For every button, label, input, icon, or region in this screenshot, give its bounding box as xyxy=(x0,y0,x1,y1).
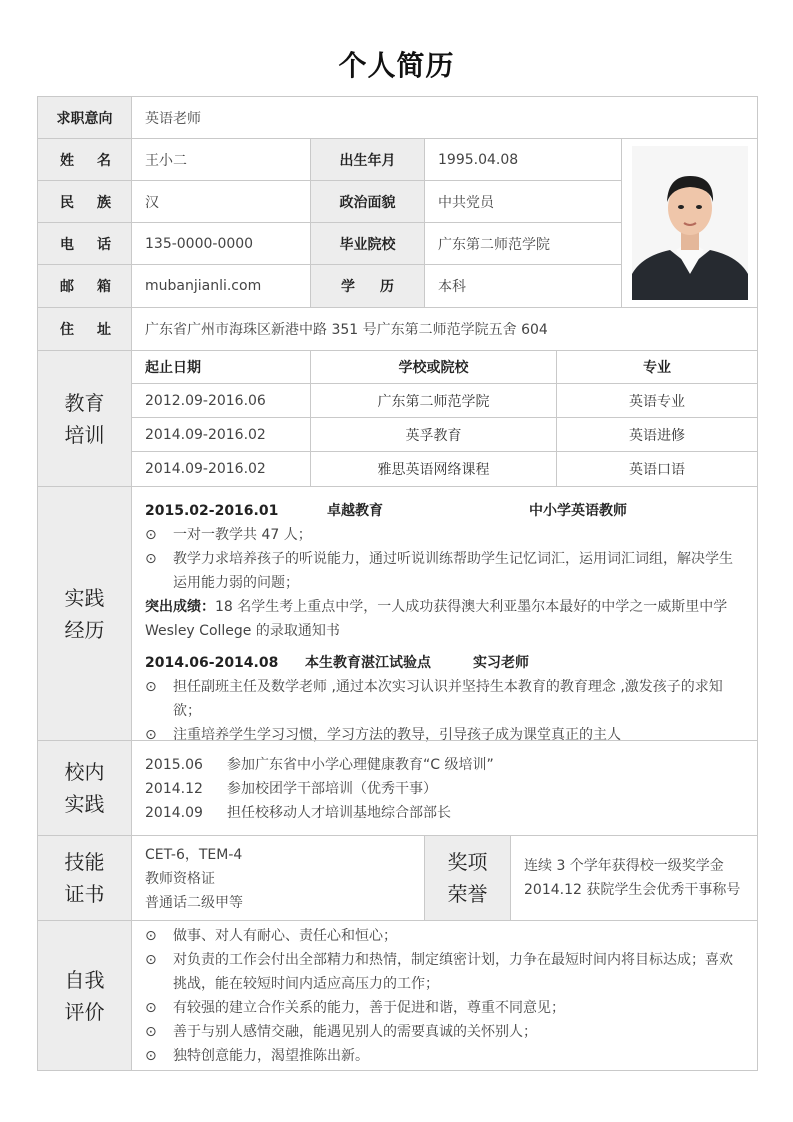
profile-photo xyxy=(632,146,748,300)
edu-row-3-school: 雅思英语网络课程 xyxy=(310,451,557,487)
email-label: 邮 箱 xyxy=(37,264,132,308)
birth-value: 1995.04.08 xyxy=(424,138,622,181)
politics-label: 政治面貌 xyxy=(310,180,425,223)
birth-label: 出生年月 xyxy=(310,138,425,181)
edu-header-date: 起止日期 xyxy=(131,350,311,384)
bullet-icon: ⊙ xyxy=(145,527,157,543)
list-item: 普通话二级甲等 xyxy=(145,895,243,911)
job-1-company: 卓越教育 xyxy=(327,503,383,519)
list-item: CET-6，TEM-4 xyxy=(145,847,243,863)
job-intent-value: 英语老师 xyxy=(131,96,758,139)
job-1-achievement: 突出成绩：18 名学生考上重点中学，一人成功获得澳大利亚墨尔本最好的中学之一威斯里中学 Wesley College 的录取通知书 xyxy=(145,599,728,639)
edu-row-1-school: 广东第二师范学院 xyxy=(310,383,557,418)
list-item: ⊙ 注重培养学生学习习惯，学习方法的教导，引导孩子成为课堂真正的主人 xyxy=(145,723,745,747)
ethnic-label: 民 族 xyxy=(37,180,132,223)
school-label: 毕业院校 xyxy=(310,222,425,265)
self-eval-content xyxy=(131,920,758,1071)
degree-label: 学 历 xyxy=(310,264,425,308)
edu-row-2-date: 2014.09-2016.02 xyxy=(131,417,311,452)
page-title: 个人简历 xyxy=(338,49,455,82)
awards-section-label: 奖项 荣誉 xyxy=(424,835,511,921)
list-item: ⊙ 独特创意能力，渴望推陈出新。 xyxy=(145,1044,745,1068)
list-item: ⊙ 做事、对人有耐心、责任心和恒心； xyxy=(145,924,745,948)
job-2-company: 本生教育湛江试验点 xyxy=(305,655,431,671)
edu-row-3-date: 2014.09-2016.02 xyxy=(131,451,311,487)
edu-row-1-major: 英语专业 xyxy=(556,383,758,418)
address-value: 广东省广州市海珠区新港中路 351 号广东第二师范学院五舍 604 xyxy=(131,307,758,351)
bullet-icon: ⊙ xyxy=(145,1048,157,1064)
list-item: 教师资格证 xyxy=(145,871,215,887)
job-2-period: 2014.06-2014.08 xyxy=(145,655,279,671)
name-value: 王小二 xyxy=(131,138,311,181)
edu-header-school: 学校或院校 xyxy=(310,350,557,384)
skills-section-label: 技能 证书 xyxy=(37,835,132,921)
practice-content xyxy=(131,486,758,741)
list-item: 连续 3 个学年获得校一级奖学金 xyxy=(524,858,724,874)
name-label: 姓 名 xyxy=(37,138,132,181)
job-2-role: 实习老师 xyxy=(473,655,529,671)
job-1-role: 中小学英语教师 xyxy=(529,503,627,519)
practice-section-label: 实践 经历 xyxy=(37,486,132,741)
edu-row-3-major: 英语口语 xyxy=(556,451,758,487)
edu-row-1-date: 2012.09-2016.06 xyxy=(131,383,311,418)
list-item: ⊙ 有较强的建立合作关系的能力，善于促进和谐，尊重不同意见； xyxy=(145,996,745,1020)
ethnic-value: 汉 xyxy=(131,180,311,223)
list-item: ⊙ 教学力求培养孩子的听说能力，通过听说训练帮助学生记忆词汇，运用词汇词组，解决学生运用能力弱的问题； xyxy=(145,547,745,595)
awards-content xyxy=(510,835,758,921)
list-item: ⊙ 担任副班主任及数学老师 ,通过本次实习认识并坚持生本教育的教育理念 ,激发孩子的求知欲； xyxy=(145,675,745,723)
bullet-icon: ⊙ xyxy=(145,1024,157,1040)
photo-cell xyxy=(621,138,758,308)
bullet-icon: ⊙ xyxy=(145,928,157,944)
bullet-icon: ⊙ xyxy=(145,952,157,968)
address-label: 住 址 xyxy=(37,307,132,351)
school-value: 广东第二师范学院 xyxy=(424,222,622,265)
bullet-icon: ⊙ xyxy=(145,1000,157,1016)
list-item: 2015.06 参加广东省中小学心理健康教育“C 级培训” xyxy=(145,757,494,773)
edu-row-2-major: 英语进修 xyxy=(556,417,758,452)
bullet-icon: ⊙ xyxy=(145,551,157,567)
list-item: ⊙ 一对一教学共 47 人； xyxy=(145,523,745,547)
campus-content xyxy=(131,740,758,836)
bullet-icon: ⊙ xyxy=(145,727,157,743)
job-2-header xyxy=(145,651,745,675)
email-value: mubanjianli.com xyxy=(131,264,311,308)
campus-section-label: 校内 实践 xyxy=(37,740,132,836)
degree-value: 本科 xyxy=(424,264,622,308)
job-1-period: 2015.02-2016.01 xyxy=(145,503,279,519)
phone-value: 135-0000-0000 xyxy=(131,222,311,265)
skills-content xyxy=(131,835,425,921)
list-item: 2014.09 担任校移动人才培训基地综合部部长 xyxy=(145,805,451,821)
job-intent-label: 求职意向 xyxy=(37,96,132,139)
list-item: 2014.12 获院学生会优秀干事称号 xyxy=(524,882,741,898)
politics-value: 中共党员 xyxy=(424,180,622,223)
edu-row-2-school: 英孚教育 xyxy=(310,417,557,452)
list-item: ⊙ 对负责的工作会付出全部精力和热情，制定缜密计划，力争在最短时间内将目标达成；喜欢挑战，能在较短时间内适应高压力的工作； xyxy=(145,948,745,996)
self-eval-section-label: 自我 评价 xyxy=(37,920,132,1071)
list-item: ⊙ 善于与别人感情交融，能遇见别人的需要真诚的关怀别人； xyxy=(145,1020,745,1044)
list-item: 2014.12 参加校团学干部培训（优秀干事） xyxy=(145,781,437,797)
bullet-icon: ⊙ xyxy=(145,679,157,695)
education-section-label: 教育 培训 xyxy=(37,350,132,487)
edu-header-major: 专业 xyxy=(556,350,758,384)
phone-label: 电 话 xyxy=(37,222,132,265)
job-1-header xyxy=(145,499,745,523)
